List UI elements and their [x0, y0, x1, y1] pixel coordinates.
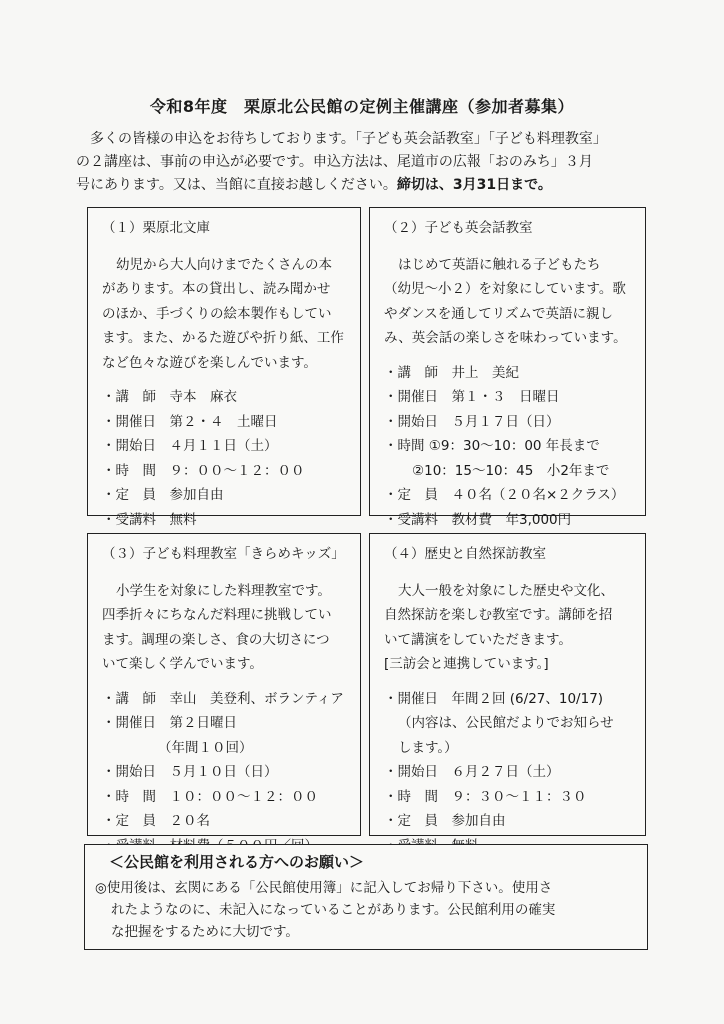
desc-line: のほか、手づくりの絵本製作もしてい [102, 305, 332, 322]
detail-item: ・定 員 参加自由 [102, 487, 224, 503]
desc-line: み、英会話の楽しさを味わっています。 [384, 330, 627, 346]
course-description [102, 253, 350, 376]
detail-item: ・開催日 第１・３ 日曜日 [384, 389, 560, 405]
detail-item: ・開始日 ５月１７日（日） [384, 413, 560, 430]
detail-item: ②10：15～10：45 小2年まで [412, 462, 610, 479]
course-box-cooking [87, 533, 361, 836]
desc-line: やダンスを通してリズムで英語に親し [384, 305, 613, 322]
course-box-english [369, 207, 646, 528]
detail-item: ・時間 ①9：30～10：00 年長まで [384, 438, 600, 454]
detail-item: ・講 師 寺本 麻衣 [102, 389, 237, 405]
desc-line: 小学生を対象にした料理教室です。 [116, 582, 331, 599]
detail-item: ・開催日 第２・４ 土曜日 [102, 413, 278, 430]
desc-line: があります。本の貸出し、読み聞かせ [102, 281, 331, 297]
notice-line: ◎使用後は、玄関にある「公民館使用簿」に記入してお帰り下さい。使用さ [95, 880, 553, 896]
detail-item: ・時 間 ９：００～１２：００ [102, 462, 305, 479]
desc-line: など色々な遊びを楽しんでいます。 [102, 354, 317, 371]
desc-line: ます。調理の楽しさ、食の大切さにつ [102, 631, 330, 648]
intro-line-3: 号にあります。又は、当館に直接お越しください。締切は、3月31日まで。 [76, 177, 552, 193]
notice-heading: ＜公民館を利用される方へのお願い＞ [109, 853, 365, 871]
detail-item: ・開始日 ４月１１日（土） [102, 438, 278, 454]
detail-item: ・受講料 教材費 年3,000円 [384, 511, 572, 528]
detail-item: ・開始日 ６月２７日（土） [384, 764, 560, 780]
detail-item: ・講 師 幸山 美登利、ボランティア [102, 690, 344, 707]
detail-item: ・開催日 年間２回 (6/27、10/17) [384, 690, 604, 707]
notice-line: な把握をするために大切です。 [111, 924, 299, 940]
detail-item: ・定 員 ２０名 [102, 813, 210, 829]
course-box-bunko [87, 207, 361, 528]
course-description [384, 579, 635, 677]
detail-item: ・開催日 第２日曜日 [102, 715, 237, 731]
intro-line-1: 多くの皆様の申込をお待ちしております。「子ども英会話教室」「子ども料理教室」 [90, 131, 607, 147]
desc-line: ます。また、かるた遊びや折り紙、工作 [102, 330, 344, 346]
desc-line: （幼児～小２）を対象にしています。歌 [384, 281, 626, 297]
deadline-text: 締切は、3月31日まで。 [396, 177, 552, 193]
desc-line: いて講演をしていただきます。 [384, 631, 572, 648]
course-details [384, 687, 635, 859]
course-heading: （２）子ども英会話教室 [384, 220, 533, 236]
page-title: 令和8年度 栗原北公民館の定例主催講座（参加者募集） [149, 97, 575, 116]
notice-box [84, 844, 648, 950]
course-heading: （４）歴史と自然探訪教室 [384, 546, 546, 562]
desc-line: 幼児から大人向けまでたくさんの本 [116, 256, 332, 273]
detail-item: ・講 師 井上 美紀 [384, 364, 519, 381]
detail-item: （内容は、公民館だよりでお知らせ [398, 715, 614, 731]
detail-item: ・受講料 無料 [102, 511, 197, 528]
intro-text [76, 128, 656, 197]
course-description [102, 579, 350, 677]
desc-line: [三訪会と連携しています。] [384, 656, 549, 672]
intro-line-2: の２講座は、事前の申込が必要です。申込方法は、尾道市の広報「おのみち」３月 [76, 154, 593, 170]
notice-line: れたようなのに、未記入になっていることがあります。公民館利用の確実 [111, 902, 556, 918]
desc-line: 大人一般を対象にした歴史や文化、 [398, 582, 614, 599]
desc-line: はじめて英語に触れる子どもたち [398, 256, 601, 273]
course-details [102, 385, 350, 532]
detail-item: ・開始日 ５月１０日（日） [102, 764, 278, 780]
detail-item: ・定 員 参加自由 [384, 813, 506, 829]
course-box-history [369, 533, 646, 836]
course-heading: （３）子ども料理教室「きらめキッズ」 [102, 546, 345, 562]
course-details [102, 687, 350, 859]
course-heading: （１）栗原北文庫 [102, 220, 210, 236]
course-description [384, 253, 635, 351]
detail-item: ・時 間 １０：００～１２：００ [102, 788, 318, 805]
detail-item: ・時 間 ９：３０～１１：３０ [384, 788, 587, 805]
course-details [384, 361, 635, 533]
detail-item: （年間１０回） [158, 739, 253, 756]
desc-line: いて楽しく学んでいます。 [102, 656, 263, 672]
detail-item: ・定 員 ４０名（２０名×２クラス） [384, 487, 625, 503]
desc-line: 自然探訪を楽しむ教室です。講師を招 [384, 607, 613, 623]
detail-item: します。） [398, 739, 458, 756]
desc-line: 四季折々にちなんだ料理に挑戦してい [102, 607, 332, 623]
